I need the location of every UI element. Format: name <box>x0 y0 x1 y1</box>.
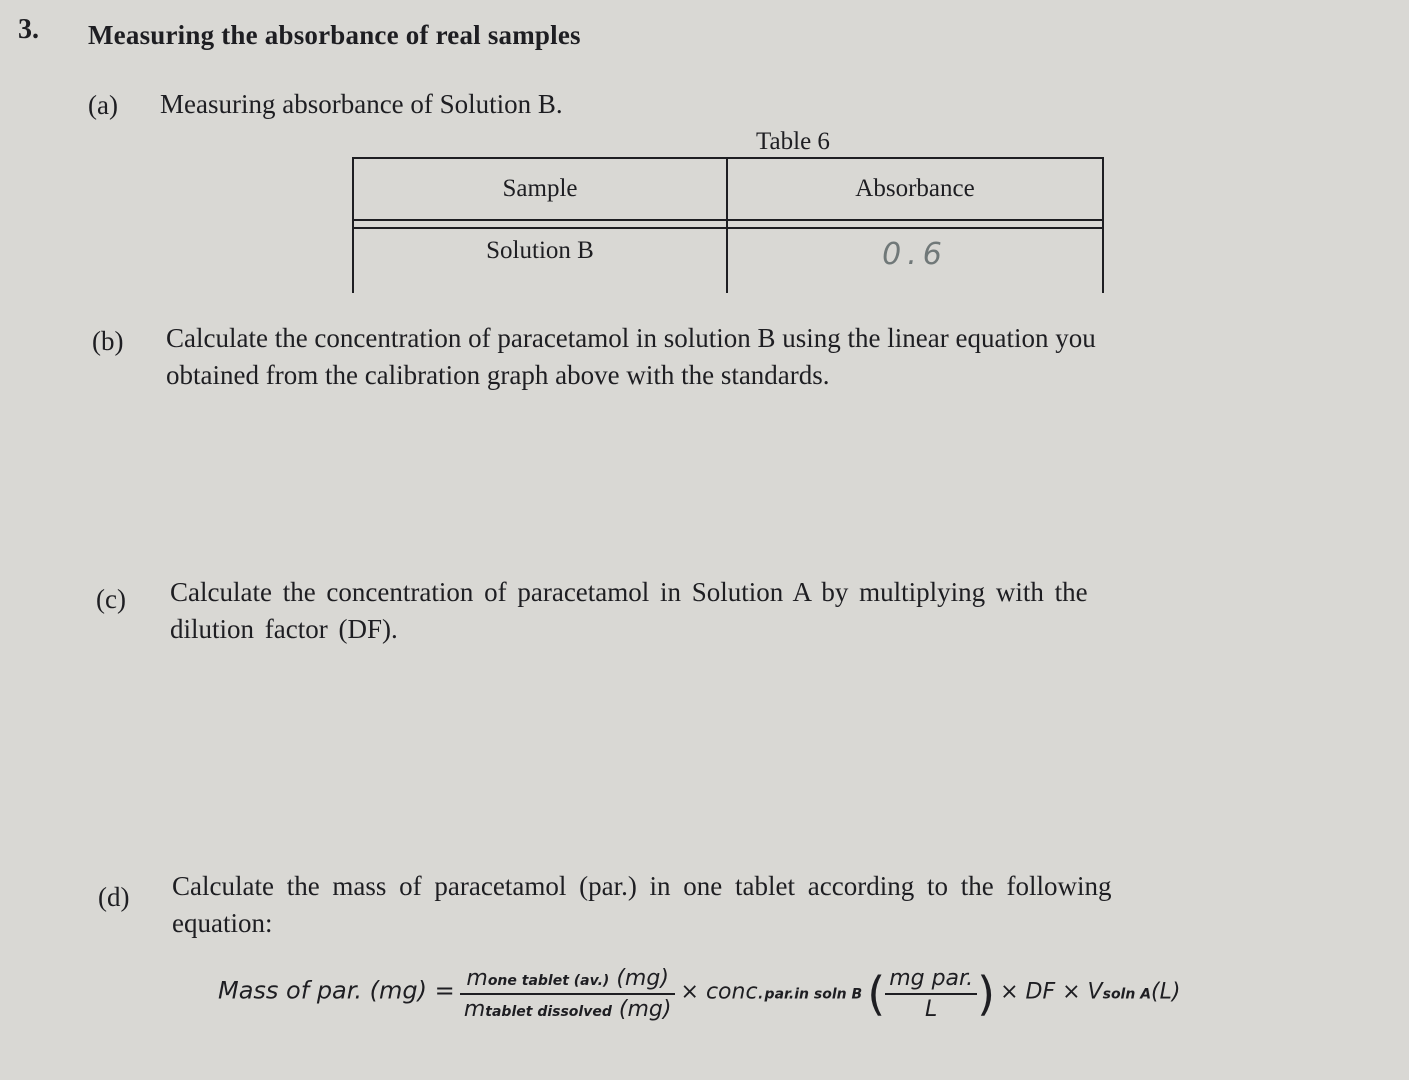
conc-unit-numerator: mg par. <box>885 966 977 995</box>
equation-tail-unit: (L) <box>1151 979 1181 1005</box>
part-c-line1: Calculate the concentration of paracetamol in Solution A by multiplying with the <box>170 577 1088 607</box>
part-b-text <box>166 320 1096 394</box>
equation-fraction <box>460 966 676 1022</box>
part-c-label: (c) <box>96 584 126 614</box>
absorbance-table <box>352 157 1104 293</box>
question-number: 3. <box>18 14 39 45</box>
part-c-text <box>170 574 1088 648</box>
header-absorbance: Absorbance <box>727 158 1103 220</box>
part-d-line1: Calculate the mass of paracetamol (par.) in one tablet according to the following <box>172 871 1112 901</box>
cell-absorbance <box>727 228 1103 293</box>
part-d-label: (d) <box>98 882 130 912</box>
table-header-row <box>353 158 1103 220</box>
part-d-text <box>172 868 1111 942</box>
cell-sample: Solution B <box>353 228 727 293</box>
part-b-line2: obtained from the calibration graph above with the standards. <box>166 360 830 390</box>
header-sample: Sample <box>353 158 727 220</box>
table-spacer-row <box>353 220 1103 228</box>
conc-unit-denominator: L <box>925 997 938 1022</box>
equation-lhs: Mass of par. (mg) = <box>218 976 455 1005</box>
question-title: Measuring the absorbance of real samples <box>88 20 581 50</box>
table-row <box>353 228 1103 293</box>
part-b-line1: Calculate the concentration of paracetamol in solution B using the linear equation you <box>166 323 1096 353</box>
fraction-numerator: mone tablet (av.) (mg) <box>460 966 676 995</box>
part-d-line2: equation: <box>172 908 273 938</box>
fraction-denominator: mtablet dissolved (mg) <box>463 997 672 1022</box>
conc-unit-fraction <box>885 966 977 1022</box>
equation-tail-sub: soln A <box>1102 986 1152 1003</box>
part-b-label: (b) <box>92 326 124 356</box>
handwritten-absorbance: 0.6 <box>882 237 948 272</box>
equation-tail: × DF × V <box>1000 979 1103 1005</box>
part-a-text: Measuring absorbance of Solution B. <box>160 89 563 119</box>
equation-conc: × conc. <box>680 979 765 1005</box>
mass-equation: Mass of par. (mg) = $\frac{\text{mone tablet (av.) (mg)}}{\text{mtablet dissolved (mg)}}$ × conc.par.in soln B ( $\frac{\text{mg par.}}{L}$ ) × DF × Vsoln A(L) <box>218 966 1181 1022</box>
equation-conc-sub: par.in soln B <box>764 986 863 1003</box>
part-a-label: (a) <box>88 90 118 120</box>
table-caption: Table 6 <box>756 128 830 155</box>
part-c-line2: dilution factor (DF). <box>170 614 398 644</box>
